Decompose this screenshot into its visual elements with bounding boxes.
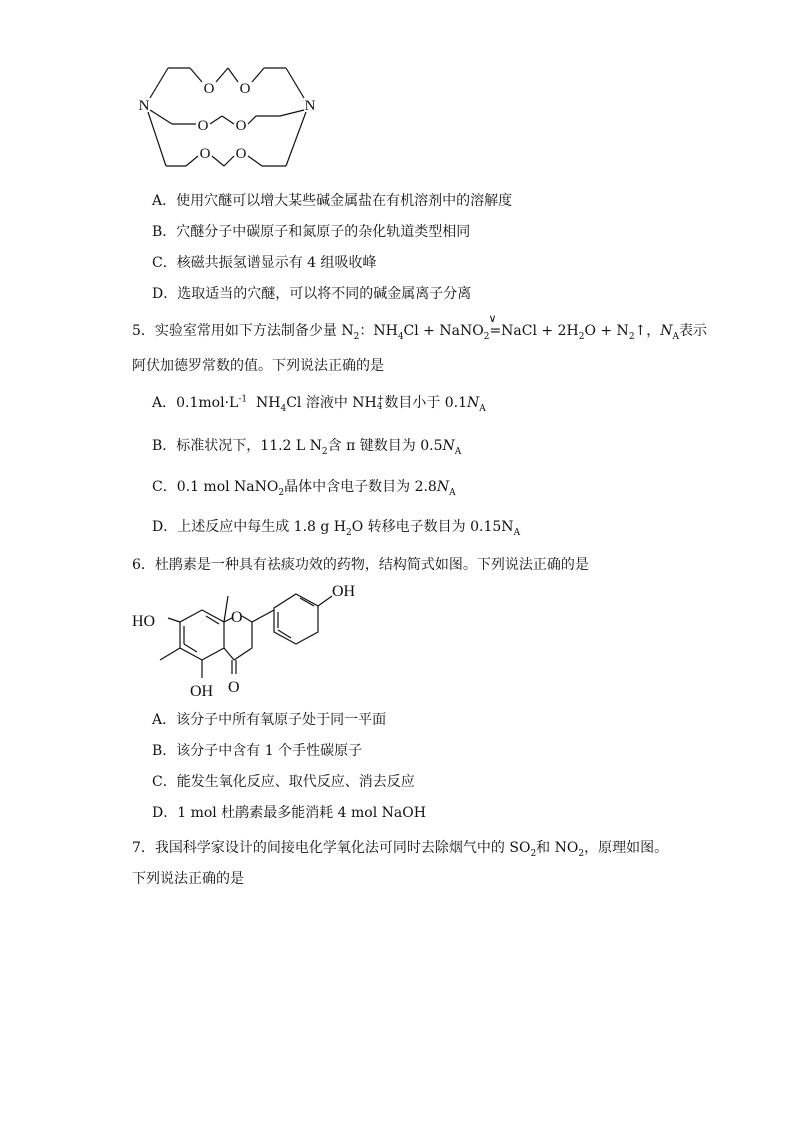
oxygen-atom: O [197,118,209,134]
bond [212,156,224,166]
bond [286,112,306,166]
q7-stem: 7．我国科学家设计的间接电化学氧化法可同时去除烟气中的 $SO_2$和 $NO_2$，原理如图。 [132,840,669,859]
q6-stem: 6．杜鹃素是一种具有祛痰功效的药物，结构简式如图。下列说法正确的是 [132,557,589,573]
q5-option-c: C．0.1 mol NaNO$_2$晶体中含电子数目为 $2.8N_A$ [152,479,456,498]
q5-option-d: D．上述反应中每生成 1.8 g $H_2O$ 转移电子数目为 $0.15N_A$ [152,519,521,538]
cryptand-structure [128,58,328,178]
q4-option-a: A．使用穴醚可以增大某些碱金属盐在有机溶剂中的溶解度 [152,193,513,209]
bond [242,616,252,622]
bond [206,616,219,624]
methyl-bond [160,648,180,660]
bond [216,68,228,82]
q6-option-b: B．该分子中含有 1 个手性碳原子 [152,743,363,759]
bond [148,112,166,166]
nitrogen-atom-right: N [304,98,316,114]
hydroxyl-bottom: OH [190,683,214,700]
q5-stem: 5．实验室常用如下方法制备少量 $N_2$：$NH_4Cl$ + NaNO$_2$ ∨ =NaCl + $2H_2O$ + $N_2↑$，$N_A$表示 [132,312,708,342]
q5-option-a: A．$0.1mol\cdot L^{-1}$ $NH_4Cl$ 溶液中 NH + 4 数目小于 $0.1N_A$ [152,394,486,414]
q5-option-b: B．标准状况下，11.2 L $N_2$含 π 键数目为 $0.5N_A$ [152,438,462,457]
q6-option-a: A．该分子中所有氧原子处于同一平面 [152,712,387,728]
heat-condition: ∨ = [488,312,502,339]
bond [280,110,304,116]
cryptand-bonds [148,68,306,166]
bond [248,116,256,124]
oxygen-atom: O [203,81,215,97]
bond [224,156,234,166]
bond [150,68,168,98]
q5-stem-line2: 阿伏加德罗常数的值。下列说法正确的是 [132,358,384,374]
oxygen-atom: O [239,81,251,97]
oxygen-atom: O [199,146,211,162]
oxygen-atom: O [235,146,247,162]
bond [318,596,332,606]
q6-option-d: D．1 mol 杜鹃素最多能消耗 4 mol NaOH [152,805,426,821]
ring-oxygen: O [231,609,243,626]
methyl-bond [224,596,228,622]
bond [210,116,222,124]
bond [186,156,198,166]
rhododendrin-structure [128,578,368,703]
q4-option-d: D．选取适当的穴醚，可以将不同的碱金属离子分离 [152,286,472,302]
aromatic-ring-b [274,594,318,644]
q6-option-c: C．能发生氧化反应、取代反应、消去反应 [152,774,415,790]
bond [224,648,234,660]
aromatic-ring-a [180,610,224,660]
bond [228,68,238,82]
hydroxyl-left: HO [132,613,156,630]
bond [150,110,172,124]
bond [248,156,262,166]
bond [190,68,202,82]
bond [222,116,234,124]
bond [252,68,264,82]
bond [168,618,180,622]
nitrogen-atom-left: N [138,98,150,114]
q4-option-b: B．穴醚分子中碳原子和氮原子的杂化轨道类型相同 [152,224,471,240]
carbonyl-oxygen: O [228,679,240,696]
molecule-bonds [160,594,332,678]
bond [286,68,304,98]
bond [252,610,274,622]
hydroxyl-top: OH [332,583,356,600]
q7-stem-line2: 下列说法正确的是 [132,871,244,887]
oxygen-atom: O [235,118,247,134]
bond [234,648,252,660]
bond [278,630,291,638]
q4-option-c: C．核磁共振氢谱显示有 4 组吸收峰 [152,255,377,271]
